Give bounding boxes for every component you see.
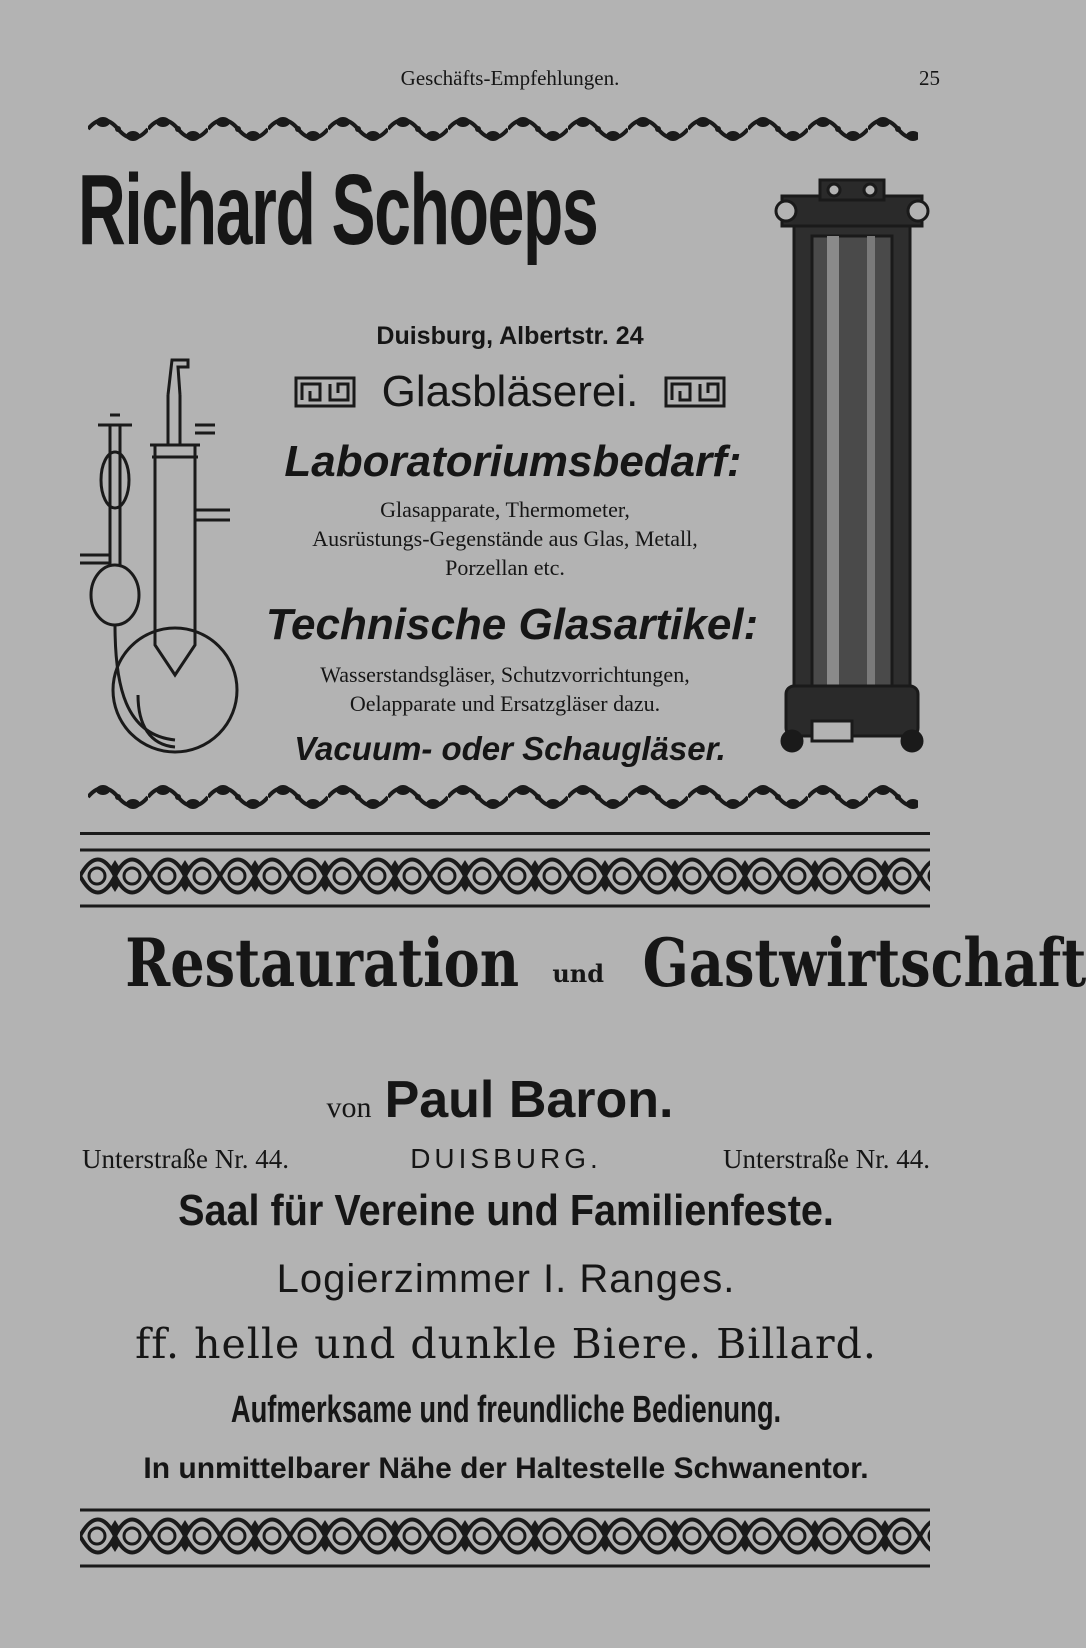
address-row — [82, 1143, 930, 1175]
title-und: und — [552, 959, 605, 988]
line-biere: ff. helle und dunkle Biere. Billard. — [135, 1320, 877, 1368]
vine-ornament-top — [88, 112, 918, 146]
gauge-glass-illustration — [772, 176, 932, 762]
closing-line: Vacuum- oder Schaugläser. — [294, 730, 726, 767]
ornamental-band-top — [80, 848, 930, 908]
vine-ornament-bottom — [88, 780, 918, 814]
owner-prefix: von — [326, 1091, 372, 1124]
divider-line — [80, 832, 930, 835]
technical-line: Wasserstandsgläser, Schutzvorrichtungen, — [320, 662, 690, 687]
greek-key-icon — [294, 376, 356, 408]
greek-key-icon — [664, 376, 726, 408]
title-restauration: Restauration — [125, 924, 520, 1002]
page-number: 25 — [919, 66, 940, 90]
line-haltestelle: In unmittelbarer Nähe der Haltestelle Schwanentor. — [143, 1452, 869, 1485]
owner-name: Paul Baron. — [384, 1071, 674, 1129]
running-title: Geschäfts-Empfehlungen. — [400, 66, 620, 90]
line-logierzimmer: Logierzimmer I. Ranges. — [276, 1257, 736, 1301]
technical-items — [240, 660, 770, 718]
company-name: Richard Schoeps — [78, 154, 598, 266]
company-address: Duisburg, Albertstr. 24 — [376, 322, 644, 350]
trade-label: Glasbläserei. — [381, 367, 639, 416]
restaurant-title — [82, 924, 1086, 1002]
street-right: Unterstraße Nr. 44. — [723, 1144, 930, 1174]
section-heading-laboratory: Laboratoriumsbedarf: — [284, 437, 742, 486]
glass-apparatus-illustration — [80, 355, 245, 770]
city-name: DUISBURG. — [410, 1143, 602, 1174]
laboratory-line: Glasapparate, Thermometer, — [380, 497, 630, 522]
laboratory-items — [240, 495, 770, 582]
laboratory-line: Ausrüstungs-Gegenstände aus Glas, Metall, — [312, 526, 698, 551]
section-heading-technical: Technische Glasartikel: — [265, 600, 759, 649]
owner-row — [260, 1070, 740, 1130]
line-saal: Saal für Vereine und Familienfeste. — [178, 1186, 834, 1235]
trade-row — [255, 367, 765, 416]
line-bedienung: Aufmerksame und freundliche Bedienung. — [230, 1389, 782, 1431]
street-left: Unterstraße Nr. 44. — [82, 1144, 289, 1174]
title-gastwirtschaft: Gastwirtschaft — [642, 924, 1086, 1002]
technical-line: Oelapparate und Ersatzgläser dazu. — [349, 691, 661, 716]
ornamental-band-bottom — [80, 1508, 930, 1568]
laboratory-line: Porzellan etc. — [445, 555, 565, 580]
